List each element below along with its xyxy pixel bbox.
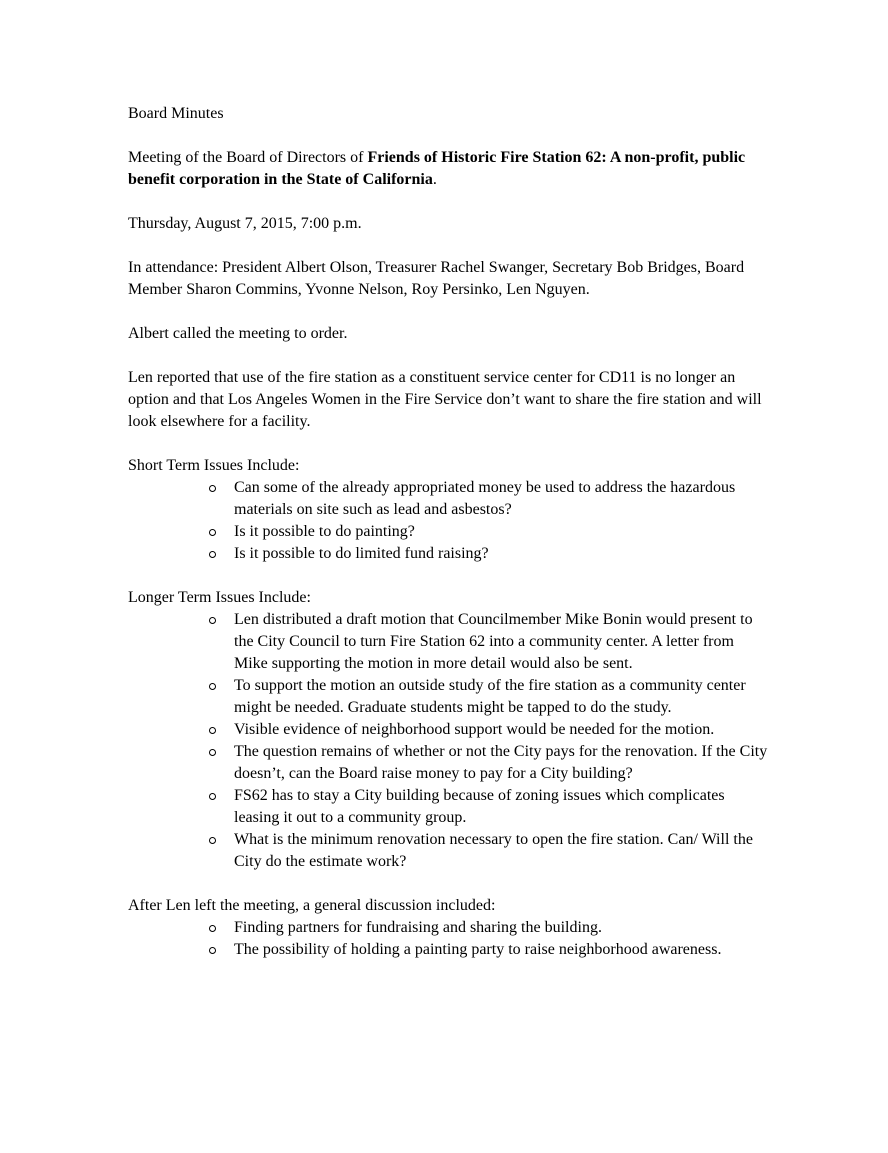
- circle-bullet-icon: [209, 793, 216, 800]
- list-item: Is it possible to do limited fund raising?: [234, 543, 768, 565]
- minutes-page: [128, 103, 768, 961]
- circle-bullet-icon: [209, 837, 216, 844]
- circle-bullet-icon: [209, 749, 216, 756]
- circle-bullet-icon: [209, 617, 216, 624]
- circle-bullet-icon: [209, 925, 216, 932]
- after-len-list: [128, 917, 768, 961]
- short-term-title: Short Term Issues Include:: [128, 457, 300, 474]
- list-item: Is it possible to do painting?: [234, 521, 768, 543]
- list-item: Can some of the already appropriated money be used to address the hazardous materials on site such as lead and asbestos?: [234, 477, 768, 521]
- long-term-title: Longer Term Issues Include:: [128, 589, 311, 606]
- len-report: Len reported that use of the fire station as a constituent service center for CD11 is no longer an option and that Los Angeles Women in the Fire Service don’t want to share the fire station and will look elsewhere for a facility.: [128, 369, 762, 430]
- attendance-paragraph: In attendance: President Albert Olson, Treasurer Rachel Swanger, Secretary Bob Bridges, Board Member Sharon Commins, Yvonne Nelson, Roy Persinko, Len Nguyen.: [128, 259, 745, 298]
- short-term-list: [128, 477, 768, 565]
- circle-bullet-icon: [209, 529, 216, 536]
- call-to-order: Albert called the meeting to order.: [128, 325, 348, 342]
- document-heading: Board Minutes: [128, 105, 224, 122]
- circle-bullet-icon: [209, 683, 216, 690]
- list-item: FS62 has to stay a City building because of zoning issues which complicates leasing it out to a community group.: [234, 785, 768, 829]
- circle-bullet-icon: [209, 485, 216, 492]
- list-item: Visible evidence of neighborhood support would be needed for the motion.: [234, 719, 768, 741]
- meeting-prefix: Meeting of the Board of Directors of: [128, 149, 368, 166]
- circle-bullet-icon: [209, 727, 216, 734]
- organization-name: Friends of Historic Fire Station 62: A non-profit, public benefit corporation in the State of California: [128, 149, 746, 188]
- after-len-title: After Len left the meeting, a general discussion included:: [128, 897, 496, 914]
- list-item: To support the motion an outside study of the fire station as a community center might be needed. Graduate students might be tapped to do the study.: [234, 675, 768, 719]
- circle-bullet-icon: [209, 947, 216, 954]
- list-item: Len distributed a draft motion that Councilmember Mike Bonin would present to the City Council to turn Fire Station 62 into a community center. A letter from Mike supporting the motion in more detail would also be sent.: [234, 609, 768, 675]
- list-item: The question remains of whether or not the City pays for the renovation. If the City doesn’t, can the Board raise money to pay for a City building?: [234, 741, 768, 785]
- list-item: The possibility of holding a painting party to raise neighborhood awareness.: [234, 939, 768, 961]
- long-term-list: [128, 609, 768, 873]
- meeting-date: Thursday, August 7, 2015, 7:00 p.m.: [128, 215, 362, 232]
- list-item: Finding partners for fundraising and sharing the building.: [234, 917, 768, 939]
- meeting-suffix: .: [432, 171, 437, 188]
- list-item: What is the minimum renovation necessary to open the fire station. Can/ Will the City do the estimate work?: [234, 829, 768, 873]
- circle-bullet-icon: [209, 551, 216, 558]
- meeting-description: [128, 147, 768, 191]
